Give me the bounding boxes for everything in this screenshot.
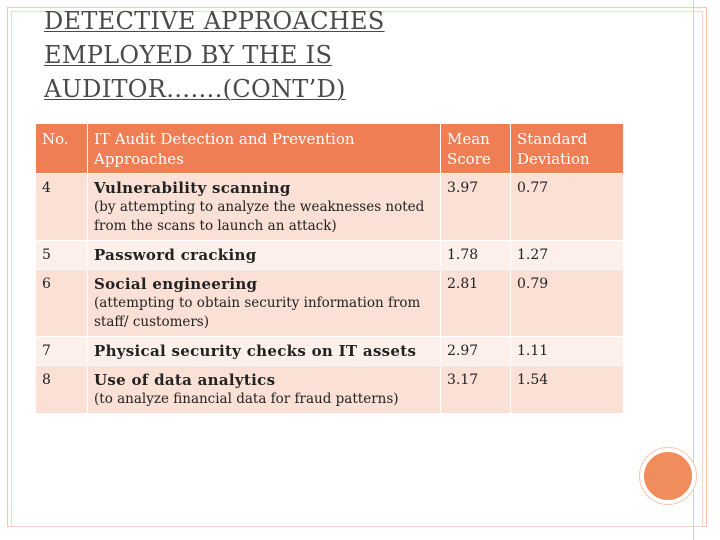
cell-sd: 1.54 xyxy=(511,366,624,414)
approach-detail: (attempting to obtain security information from staff/ customers) xyxy=(94,295,421,330)
table-row xyxy=(36,174,624,241)
cell-mean: 2.97 xyxy=(441,337,511,366)
cell-approach xyxy=(88,241,441,270)
approach-detail: (to analyze financial data for fraud patterns) xyxy=(94,391,399,407)
approach-name: Vulnerability scanning xyxy=(94,179,291,197)
approach-name: Password cracking xyxy=(94,246,257,264)
approach-name: Use of data analytics xyxy=(94,371,276,389)
table-row xyxy=(36,366,624,414)
cell-approach xyxy=(88,366,441,414)
cell-no: 7 xyxy=(36,337,88,366)
table-header-row xyxy=(36,124,624,174)
cell-approach xyxy=(88,174,441,241)
cell-no: 4 xyxy=(36,174,88,241)
title-line-1: DETECTIVE APPROACHES xyxy=(44,7,385,35)
approach-name: Physical security checks on IT assets xyxy=(94,342,417,360)
table-row xyxy=(36,241,624,270)
slide-title xyxy=(44,4,484,106)
cell-mean: 2.81 xyxy=(441,270,511,337)
cell-mean: 3.97 xyxy=(441,174,511,241)
header-mean: Mean Score xyxy=(441,124,511,174)
header-sd: Standard Deviation xyxy=(511,124,624,174)
table-row xyxy=(36,270,624,337)
decorative-circle xyxy=(640,448,696,504)
cell-no: 8 xyxy=(36,366,88,414)
cell-mean: 3.17 xyxy=(441,366,511,414)
cell-approach xyxy=(88,337,441,366)
header-no: No. xyxy=(36,124,88,174)
right-rule xyxy=(693,0,694,540)
approach-name: Social engineering xyxy=(94,275,258,293)
approaches-table xyxy=(36,124,624,413)
cell-approach xyxy=(88,270,441,337)
approach-detail: (by attempting to analyze the weaknesses noted from the scans to launch an attack) xyxy=(94,199,425,234)
cell-sd: 1.11 xyxy=(511,337,624,366)
table-row xyxy=(36,337,624,366)
title-line-3: AUDITOR…….(CONT’D) xyxy=(44,75,346,103)
cell-mean: 1.78 xyxy=(441,241,511,270)
cell-sd: 1.27 xyxy=(511,241,624,270)
cell-no: 6 xyxy=(36,270,88,337)
title-line-2: EMPLOYED BY THE IS xyxy=(44,41,333,69)
cell-no: 5 xyxy=(36,241,88,270)
cell-sd: 0.77 xyxy=(511,174,624,241)
cell-sd: 0.79 xyxy=(511,270,624,337)
header-approach: IT Audit Detection and Prevention Approaches xyxy=(88,124,441,174)
